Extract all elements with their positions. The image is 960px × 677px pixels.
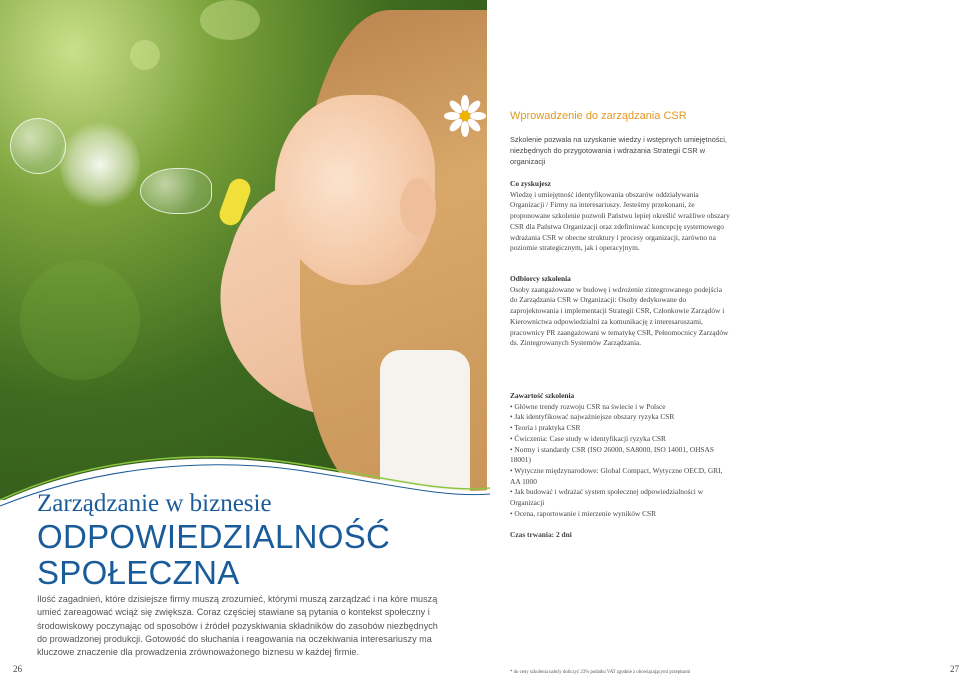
- lead-paragraph: Ilość zagadnień, które dzisiejsze firmy muszą zrozumieć, którymi muszą zarządzać i na kóre muszą umieć zareagować wciąż się zwiększa. Coraz częściej stawiane są pytania o kontekst społeczny i środowiskowy poczynając od sposobów i źródeł pozyskiwania składników do zasobów niezbędnych do prowadzonej produkcji. Gotowość do słuchania i reagowania na oczekiwania interesariuszy ma kluczowe znaczenie dla prowadzenia zrównoważonego biznesu w każdej firmie.: [37, 594, 438, 658]
- title-line-3: SPOŁECZNA: [37, 554, 240, 591]
- list-item: • Normy i standardy CSR (ISO 26000, SA8000, ISO 14001, OHSAS 18001): [510, 444, 714, 465]
- list-item: • Ocena, raportowanie i mierzenie wyników CSR: [510, 508, 657, 518]
- section-audience-heading: Odbiorcy szkolenia: [510, 274, 571, 283]
- duration: Czas trwania: 2 dni: [510, 530, 572, 539]
- section-audience-text: Osoby zaangażowane w budowę i wdrożenie zintegrowanego podejścia do Zarządzania CSR w Organizacji: Osoby dedykowane do zaprojektowania i implementacji Strategii CSR, Członkowie Zarządów i Kierownictwa odpowiedzialni za komunikację z interesaruszami, pracownicy PR zaangażowani w tematykę CSR, Pełnomocnicy Zarządów ds. Zintegrowanych Systemów Zarządzania.: [510, 284, 729, 348]
- list-item: • Wytyczne międzynarodowe: Global Compact, Wytyczne OECD, GRI, AA 1000: [510, 465, 723, 486]
- list-item: • Główne trendy rozwoju CSR na świecie i w Polsce: [510, 401, 666, 411]
- title-line-2: ODPOWIEDZIALNOŚĆ: [37, 518, 391, 555]
- cover-photo: [0, 0, 487, 500]
- section-gain-heading: Co zyskujesz: [510, 179, 551, 188]
- content-list: [510, 402, 730, 520]
- footnote: * do ceny szkolenia należy doliczyć 23% podatku VAT zgodnie z obowiązującymi przepisami: [510, 670, 691, 675]
- section-gain-text: Wiedzę i umiejętność identyfikowania obszarów oddziaływania Organizacji / Firmy na interesariuszy. Jesteśmy przekonani, że proponowane szkolenie pozwoli Państwu lepiej określić wrażliwe obszary CSR dla Państwa Organizacji oraz zdefiniować koncepcję systemowego wdrażania CSR w obecne struktury i procesy organizacji, zarówno na poziomie strategicznym, jak i operacyjnym.: [510, 189, 730, 253]
- title-line-1: Zarządzanie w biznesie: [37, 490, 272, 517]
- section-content-heading: Zawartość szkolenia: [510, 391, 575, 400]
- page-number-right: 27: [950, 664, 959, 674]
- section-gain: [510, 179, 730, 254]
- daisy-icon: [444, 95, 486, 137]
- page-number-left: 26: [13, 664, 22, 674]
- intro-paragraph: Szkolenie pozwala na uzyskanie wiedzy i wstępnych umiejętności, niezbędnych do przygotowania i wdrażania Strategii CSR w organizacji: [510, 135, 727, 166]
- section-content: [510, 391, 730, 519]
- section-audience: [510, 274, 730, 349]
- section-title: Wprowadzenie do zarządzania CSR: [510, 110, 687, 122]
- list-item: • Jak identyfikować najważniejsze obszary ryzyka CSR: [510, 412, 675, 422]
- list-item: • Ćwiczenia: Case study w identyfikacji ryzyka CSR: [510, 433, 666, 443]
- list-item: • Teoria i praktyka CSR: [510, 423, 581, 433]
- list-item: • Jak budować i wdrażać system społecznej odpowiedzialności w Organizacji: [510, 487, 704, 508]
